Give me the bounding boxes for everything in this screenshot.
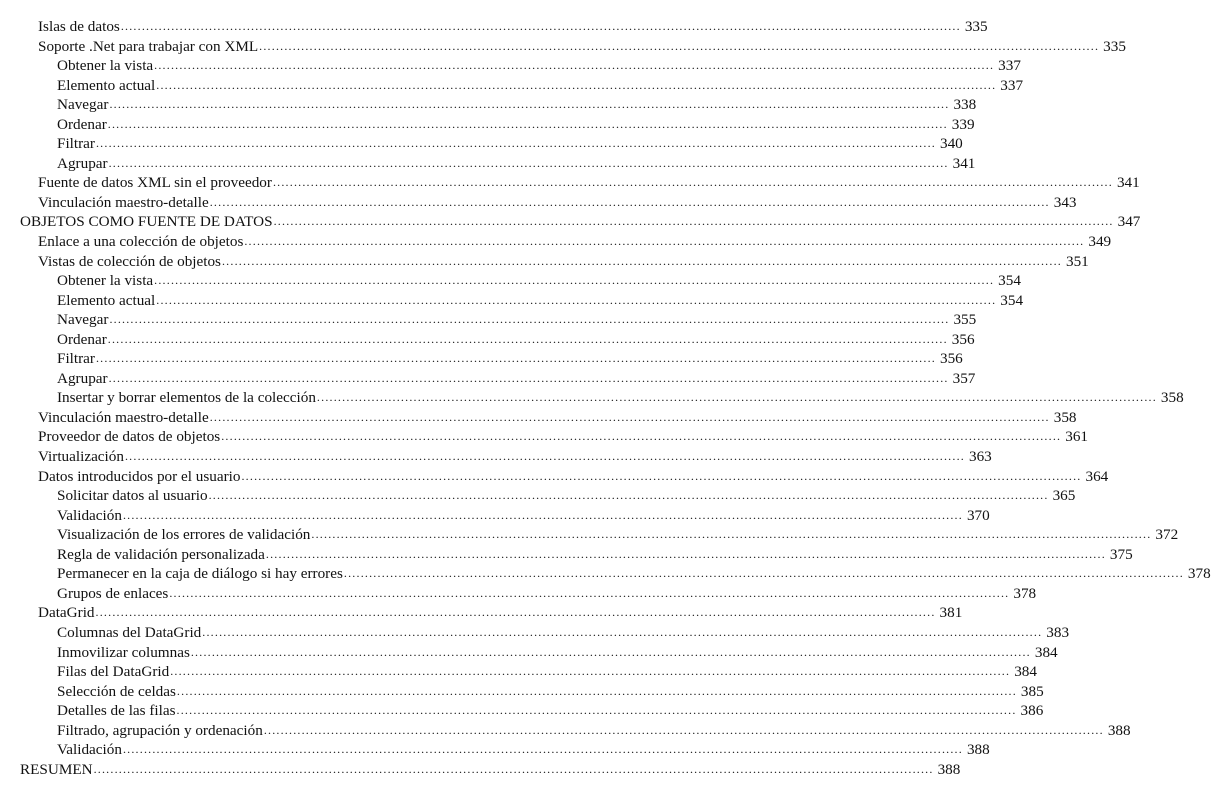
toc-entry (0, 173, 1140, 193)
toc-entry-page: 338 (953, 96, 977, 114)
toc-entry-title: Selección de celdas (57, 682, 176, 700)
toc-entry-title: Regla de validación personalizada (57, 545, 265, 563)
toc-entry-page: 378 (1187, 565, 1211, 583)
toc-entry-page: 339 (951, 115, 975, 133)
toc-entry (0, 506, 990, 526)
toc-entry-page: 341 (952, 154, 976, 172)
dot-leader: ........................................................................................................................................................................................................ (108, 155, 949, 170)
toc-entry-title: Vinculación maestro-detalle (38, 408, 209, 426)
toc-entry-page: 337 (1000, 76, 1024, 94)
dot-leader: ........................................................................................................................................................................................................ (95, 136, 936, 151)
dot-leader: ........................................................................................................................................................................................................ (107, 331, 948, 346)
toc-entry-title: Filtrar (57, 350, 95, 368)
toc-entry-title: Datos introducidos por el usuario (38, 467, 241, 485)
toc-entry (0, 721, 1131, 741)
toc-entry-title: Navegar (57, 96, 109, 114)
toc-entry-page: 354 (998, 272, 1021, 290)
toc-entry-title: Obtener la vista (57, 57, 154, 75)
toc-entry-title: Detalles de las filas (57, 702, 176, 720)
dot-leader: ........................................................................................................................................................................................................ (107, 116, 948, 131)
toc-entry (0, 369, 976, 389)
dot-leader: ........................................................................................................................................................................................................ (316, 390, 1157, 405)
dot-leader: ........................................................................................................................................................................................................ (122, 742, 963, 757)
toc-entry (0, 154, 976, 174)
dot-leader: ........................................................................................................................................................................................................ (156, 77, 997, 92)
toc-entry (0, 447, 992, 467)
toc-entry-title: Solicitar datos al usuario (57, 487, 208, 505)
toc-entry (0, 623, 1070, 643)
toc-entry (0, 584, 1037, 604)
toc-entry-page: 364 (1085, 467, 1109, 485)
toc-entry-title: Validación (57, 506, 122, 524)
toc-entry-page: 388 (966, 741, 990, 759)
toc-entry-title: Agrupar (57, 154, 108, 172)
toc-entry (0, 310, 977, 330)
toc-entry (0, 682, 1044, 702)
toc-entry-title: Elemento actual (57, 76, 156, 94)
toc-entry (0, 603, 963, 623)
dot-leader: ........................................................................................................................................................................................................ (190, 644, 1031, 659)
dot-leader: ........................................................................................................................................................................................................ (221, 253, 1062, 268)
dot-leader: ........................................................................................................................................................................................................ (169, 585, 1010, 600)
toc-entry-page: 378 (1013, 584, 1037, 602)
toc-entry-title: DataGrid (38, 604, 95, 622)
toc-entry-page: 370 (966, 506, 990, 524)
toc-entry (0, 662, 1037, 682)
toc-entry-page: 356 (939, 350, 963, 368)
toc-entry (0, 349, 963, 369)
table-of-contents (0, 17, 1211, 779)
toc-entry (0, 545, 1133, 565)
dot-leader: ........................................................................................................................................................................................................ (170, 664, 1011, 679)
toc-entry-title: Inmovilizar columnas (57, 643, 190, 661)
toc-entry-page: 375 (1109, 545, 1133, 563)
dot-leader: ........................................................................................................................................................................................................ (176, 703, 1017, 718)
toc-entry-page: 351 (1065, 252, 1089, 270)
toc-entry-title: Enlace a una colección de objetos (38, 233, 244, 251)
dot-leader: ........................................................................................................................................................................................................ (263, 722, 1104, 737)
toc-entry-page: 381 (939, 604, 963, 622)
dot-leader: ........................................................................................................................................................................................................ (241, 468, 1082, 483)
toc-entry-page: 383 (1046, 623, 1070, 641)
toc-entry-page: 343 (1053, 193, 1077, 211)
toc-entry-page: 341 (1116, 174, 1140, 192)
toc-entry-title: OBJETOS COMO FUENTE DE DATOS (20, 213, 273, 231)
toc-entry-title: Filas del DataGrid (57, 663, 170, 681)
toc-entry-title: Soporte .Net para trabajar con XML (38, 37, 259, 55)
dot-leader: ........................................................................................................................................................................................................ (244, 234, 1085, 249)
toc-entry-page: 363 (968, 448, 992, 466)
dot-leader: ........................................................................................................................................................................................................ (265, 546, 1106, 561)
toc-entry-title: Proveedor de datos de objetos (38, 428, 221, 446)
toc-entry (0, 760, 961, 780)
toc-entry (0, 212, 1141, 232)
dot-leader: ........................................................................................................................................................................................................ (93, 761, 934, 776)
toc-entry (0, 740, 990, 760)
toc-entry (0, 76, 1024, 96)
toc-entry (0, 701, 1044, 721)
toc-entry-page: 335 (964, 18, 988, 35)
toc-entry-page: 355 (953, 311, 977, 329)
toc-entry-page: 388 (937, 760, 961, 778)
dot-leader: ........................................................................................................................................................................................................ (202, 624, 1043, 639)
toc-entry (0, 291, 1024, 311)
dot-leader: ........................................................................................................................................................................................................ (109, 312, 950, 327)
toc-entry-page: 385 (1020, 682, 1044, 700)
toc-entry (0, 115, 975, 135)
toc-entry (0, 193, 1077, 213)
toc-entry-title: RESUMEN (20, 760, 93, 778)
toc-entry-title: Grupos de enlaces (57, 584, 169, 602)
toc-entry-page: 365 (1052, 487, 1076, 505)
dot-leader: ........................................................................................................................................................................................................ (272, 175, 1113, 190)
toc-entry-page: 358 (1053, 408, 1077, 426)
toc-entry-title: Elemento actual (57, 291, 156, 309)
toc-entry-title: Vinculación maestro-detalle (38, 193, 209, 211)
toc-entry (0, 643, 1058, 663)
dot-leader: ........................................................................................................................................................................................................ (259, 38, 1100, 53)
toc-entry (0, 388, 1184, 408)
toc-entry-page: 357 (952, 369, 976, 387)
toc-entry-page: 361 (1065, 428, 1088, 446)
toc-entry (0, 408, 1077, 428)
dot-leader: ........................................................................................................................................................................................................ (311, 527, 1152, 542)
toc-entry-page: 384 (1034, 643, 1058, 661)
toc-entry-page: 358 (1160, 389, 1184, 407)
dot-leader: ........................................................................................................................................................................................................ (95, 605, 936, 620)
toc-entry (0, 95, 977, 115)
toc-entry-title: Permanecer en la caja de diálogo si hay errores (57, 565, 343, 583)
toc-entry-page: 384 (1014, 663, 1037, 681)
dot-leader: ........................................................................................................................................................................................................ (221, 429, 1062, 444)
toc-entry-title: Validación (57, 741, 122, 759)
toc-entry-page: 337 (998, 57, 1021, 75)
dot-leader: ........................................................................................................................................................................................................ (208, 488, 1049, 503)
toc-entry-page: 354 (1000, 291, 1024, 309)
toc-entry-title: Obtener la vista (57, 272, 154, 290)
dot-leader: ........................................................................................................................................................................................................ (108, 370, 949, 385)
toc-entry-title: Virtualización (38, 448, 124, 466)
dot-leader: ........................................................................................................................................................................................................ (273, 214, 1114, 229)
toc-entry-page: 388 (1107, 721, 1131, 739)
toc-entry (0, 330, 975, 350)
toc-entry (0, 486, 1076, 506)
dot-leader: ........................................................................................................................................................................................................ (156, 292, 997, 307)
toc-entry (0, 271, 1021, 291)
toc-entry-title: Islas de datos (38, 18, 120, 35)
toc-entry-page: 386 (1020, 702, 1044, 720)
dot-leader: ........................................................................................................................................................................................................ (176, 683, 1017, 698)
toc-entry-title: Ordenar (57, 115, 107, 133)
toc-entry-page: 340 (939, 135, 963, 153)
toc-entry (0, 564, 1211, 584)
toc-entry (0, 17, 988, 37)
toc-entry (0, 232, 1112, 252)
toc-entry-page: 335 (1103, 37, 1126, 55)
dot-leader: ........................................................................................................................................................................................................ (109, 97, 950, 112)
toc-entry-title: Filtrado, agrupación y ordenación (57, 721, 263, 739)
toc-entry-title: Vistas de colección de objetos (38, 252, 221, 270)
dot-leader: ........................................................................................................................................................................................................ (124, 449, 965, 464)
toc-entry (0, 525, 1179, 545)
toc-entry-page: 356 (951, 330, 975, 348)
toc-entry-title: Fuente de datos XML sin el proveedor (38, 174, 272, 192)
toc-entry-title: Filtrar (57, 135, 95, 153)
dot-leader: ........................................................................................................................................................................................................ (154, 58, 995, 73)
toc-entry-title: Visualización de los errores de validación (57, 526, 311, 544)
toc-entry-title: Agrupar (57, 369, 108, 387)
toc-entry (0, 467, 1109, 487)
toc-entry-page: 347 (1117, 213, 1141, 231)
toc-entry-page: 349 (1088, 233, 1112, 251)
dot-leader: ........................................................................................................................................................................................................ (122, 507, 963, 522)
toc-entry-page: 372 (1155, 526, 1179, 544)
toc-entry (0, 134, 963, 154)
toc-entry-title: Ordenar (57, 330, 107, 348)
dot-leader: ........................................................................................................................................................................................................ (209, 194, 1050, 209)
toc-entry (0, 252, 1089, 272)
dot-leader: ........................................................................................................................................................................................................ (209, 409, 1050, 424)
toc-entry-title: Columnas del DataGrid (57, 623, 202, 641)
dot-leader: ........................................................................................................................................................................................................ (120, 19, 961, 33)
dot-leader: ........................................................................................................................................................................................................ (95, 351, 936, 366)
toc-entry-title: Navegar (57, 311, 109, 329)
dot-leader: ........................................................................................................................................................................................................ (154, 273, 995, 288)
toc-entry (0, 427, 1088, 447)
toc-entry (0, 56, 1021, 76)
toc-entry-title: Insertar y borrar elementos de la colección (57, 389, 316, 407)
toc-entry (0, 37, 1126, 57)
dot-leader: ........................................................................................................................................................................................................ (343, 566, 1184, 581)
